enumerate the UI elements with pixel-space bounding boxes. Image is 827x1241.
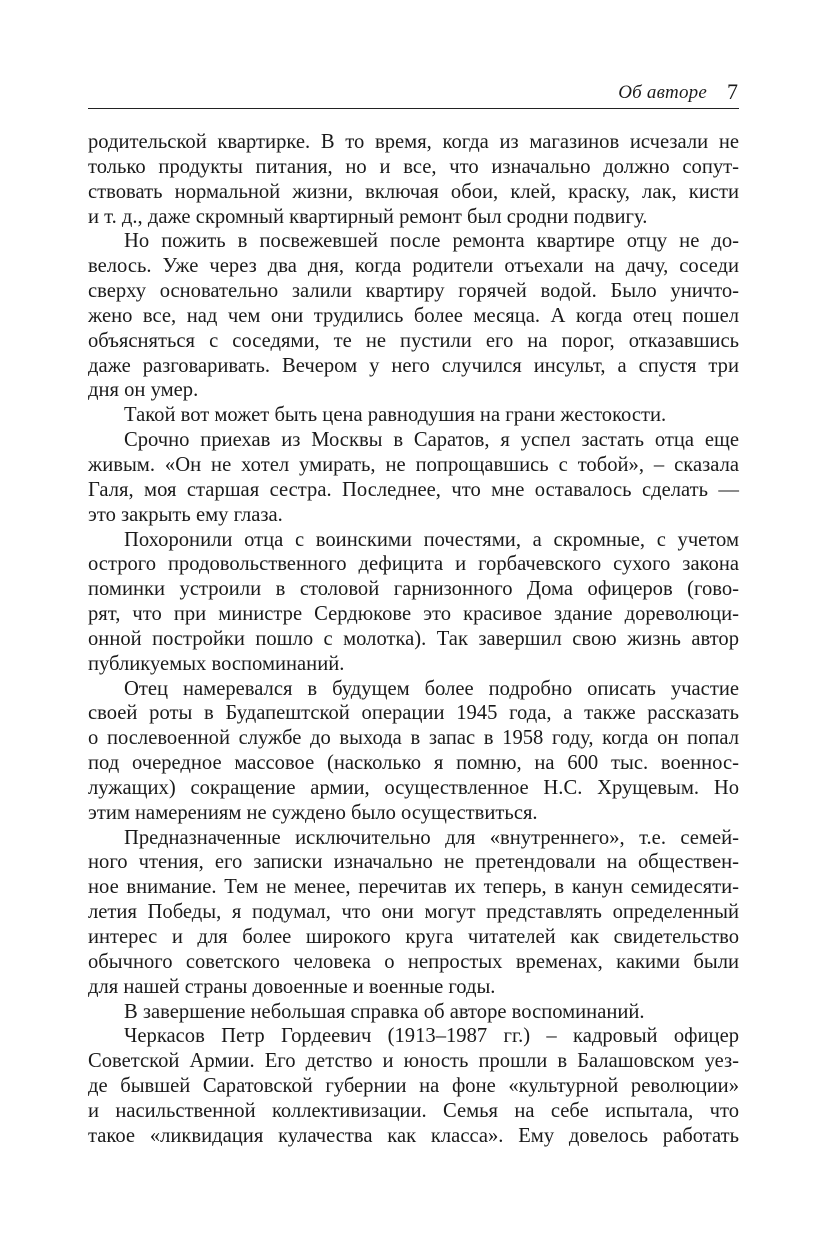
body-text	[88, 130, 739, 1149]
text-line: Галя, моя старшая сестра. Последнее, что мне оставалось сделать —	[88, 478, 739, 501]
text-line: своей роты в Будапештской операции 1945 года, а также рассказать	[88, 702, 739, 725]
paragraph-first-line: Похоронили отца с воинскими почестями, а скромные, с учетом	[124, 528, 739, 551]
running-header	[88, 78, 739, 109]
text-line: сверху основательно залили квартиру горячей водой. Было уничто-	[88, 280, 739, 303]
text-line: объясняться с соседями, те не пустили его на порог, отказавшись	[88, 329, 739, 352]
text-line: ного чтения, его записки изначально не претендовали на обществен-	[88, 851, 739, 874]
text-line: живым. «Он не хотел умирать, не попрощавшись с тобой», – сказала	[88, 453, 739, 476]
text-line: о послевоенной службе до выхода в запас в 1958 году, когда он попал	[88, 727, 739, 750]
text-line: ствовать нормальной жизни, включая обои, клей, краску, лак, кисти	[88, 180, 739, 203]
text-line: де бывшей Саратовской губернии на фоне «культурной революции»	[88, 1075, 739, 1098]
paragraph-first-line: В завершение небольшая справка об авторе воспоминаний.	[124, 1000, 645, 1023]
text-line: для нашей страны довоенные и военные годы.	[88, 975, 496, 998]
text-line: это закрыть ему глаза.	[88, 503, 283, 526]
paragraph-first-line: Срочно приехав из Москвы в Саратов, я успел застать отца еще	[124, 429, 739, 452]
paragraph-first-line: Черкасов Петр Гордеевич (1913–1987 гг.) – кадровый офицер	[124, 1025, 739, 1048]
text-line: велось. Уже через два дня, когда родители отъехали на дачу, соседи	[88, 255, 739, 278]
text-line: обычного советского человека о непростых временах, какими были	[88, 950, 739, 973]
text-line: Советской Армии. Его детство и юность прошли в Балашовском уез-	[88, 1050, 739, 1073]
text-line: даже разговаривать. Вечером у него случился инсульт, а спустя три	[88, 354, 739, 377]
text-line: публикуемых воспоминаний.	[88, 652, 345, 675]
text-line: лужащих) сокращение армии, осуществленное Н.С. Хрущевым. Но	[88, 776, 739, 799]
running-header-title: Об авторе	[618, 82, 707, 103]
text-line: ное внимание. Тем не менее, перечитав их теперь, в канун семидесяти-	[88, 876, 739, 899]
text-line: онной постройки пошло с молотка). Так завершил свою жизнь автор	[88, 627, 739, 650]
text-line: такое «ликвидация кулачества как класса». Ему довелось работать	[88, 1124, 739, 1147]
text-line: и т. д., даже скромный квартирный ремонт был сродни подвигу.	[88, 205, 648, 228]
text-line: под очередное массовое (насколько я помню, на 600 тыс. военнос-	[88, 752, 739, 775]
paragraph-first-line: Но пожить в посвежевшей после ремонта квартире отцу не до-	[124, 230, 739, 253]
text-line: и насильственной коллективизации. Семья на себе испытала, что	[88, 1099, 739, 1122]
text-line: интерес и для более широкого круга читателей как свидетельство	[88, 926, 739, 948]
text-line: острого продовольственного дефицита и горбачевского сухого закона	[88, 553, 739, 576]
paragraph-first-line: Такой вот может быть цена равнодушия на грани жестокости.	[124, 404, 667, 427]
text-line: рят, что при министре Сердюкове это красивое здание дореволюци-	[88, 603, 739, 626]
text-line: поминки устроили в столовой гарнизонного Дома офицеров (гово-	[88, 578, 739, 601]
paragraph-first-line: Предназначенные исключительно для «внутреннего», т.е. семей-	[124, 826, 739, 849]
text-line: дня он умер.	[88, 379, 199, 402]
text-line: летия Победы, я подумал, что они могут представлять определенный	[88, 901, 739, 924]
text-line: жено все, над чем они трудились более месяца. А когда отец пошел	[88, 304, 739, 327]
text-line: этим намерениям не суждено было осуществиться.	[88, 801, 538, 824]
text-line: только продукты питания, но и все, что изначально должно сопут-	[88, 155, 739, 178]
page-number: 7	[727, 79, 738, 104]
text-line: родительской квартирке. В то время, когда из магазинов исчезали не	[88, 131, 739, 153]
paragraph-first-line: Отец намеревался в будущем более подробно описать участие	[124, 677, 739, 700]
